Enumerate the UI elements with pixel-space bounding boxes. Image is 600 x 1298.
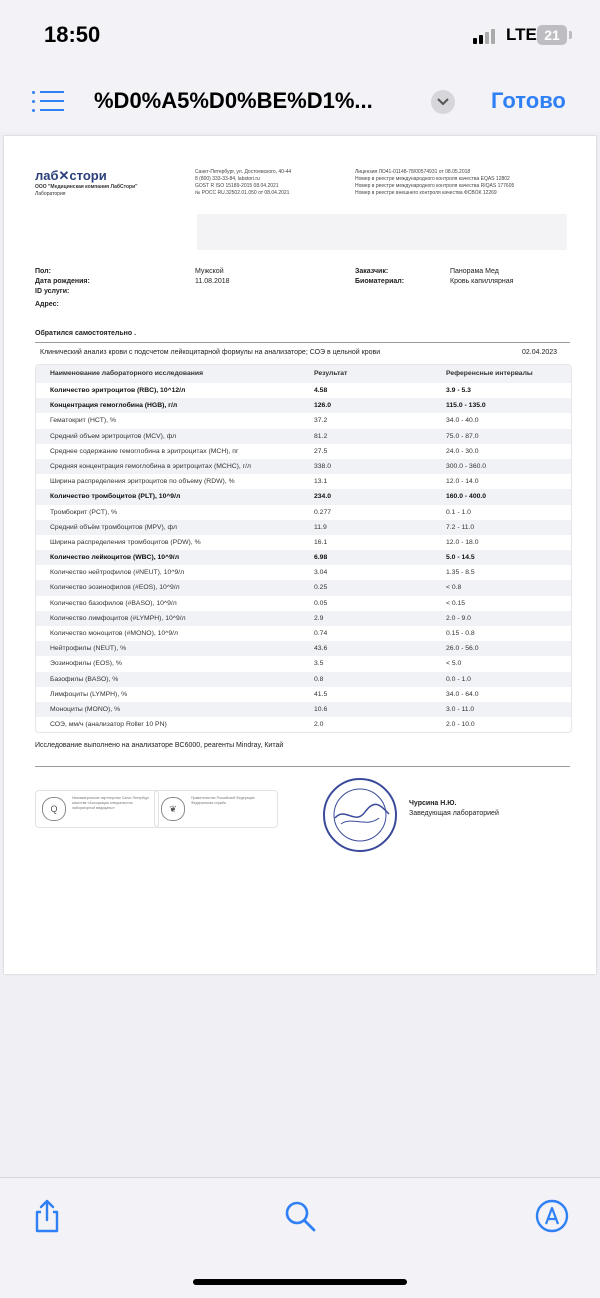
cell-name: Ширина распределения тромбоцитов (PDW), % <box>50 538 201 546</box>
table-row <box>36 580 571 595</box>
table-row <box>36 656 571 671</box>
chevron-down-icon[interactable] <box>431 90 455 114</box>
license-line: Номер в реестре внешнего контроля качества ФСВОК 12269 <box>355 190 497 196</box>
company-sub: Лаборатория <box>35 191 66 197</box>
bottom-toolbar <box>0 1177 600 1298</box>
cell-name: Концентрация гемоглобина (HGB), г/л <box>50 402 178 410</box>
cell-name: Количество базофилов (#BASO), 10^9/л <box>50 599 177 607</box>
cell-result: 43.6 <box>314 645 328 653</box>
sex-value: Мужской <box>195 268 224 275</box>
cell-ref: 0.1 - 1.0 <box>446 508 471 516</box>
cell-ref: 12.0 - 14.0 <box>446 478 479 486</box>
cell-name: Количество лимфоцитов (#LYMPH), 10^9/л <box>50 614 186 622</box>
cell-result: 0.74 <box>314 630 328 637</box>
cell-ref: 12.0 - 18.0 <box>446 538 479 546</box>
license-line: Номер в реестре международного контроля качества RIQAS 177605 <box>355 183 515 189</box>
table-row <box>36 596 571 611</box>
cell-result: 2.0 <box>314 721 324 729</box>
table-row <box>36 611 571 626</box>
address-label: Адрес: <box>35 301 59 308</box>
emblem-icon: ❦ <box>161 797 185 821</box>
cell-ref: 0.15 - 0.8 <box>446 630 475 637</box>
status-bar <box>0 0 600 70</box>
cell-result: 16.1 <box>314 538 328 546</box>
cell-name: Гематокрит (HCT), % <box>50 417 116 425</box>
cell-name: Количество эритроцитов (RBC), 10^12/л <box>50 387 186 394</box>
certificate-text: Некоммерческое партнерство Санкт-Петербург качества «Ассоциация специалистов лабораторной медицины» <box>72 796 150 810</box>
search-icon[interactable] <box>282 1198 318 1234</box>
cell-ref: 160.0 - 400.0 <box>446 493 487 501</box>
cell-result: 0.05 <box>314 599 328 607</box>
cell-name: Средний объем эритроцитов (MCV), фл <box>50 432 177 440</box>
status-time: 18:50 <box>44 22 101 47</box>
table-row <box>36 383 571 398</box>
cell-ref: 24.0 - 30.0 <box>446 447 479 455</box>
table-row <box>36 459 571 474</box>
table-row <box>36 520 571 535</box>
cell-name: Количество тромбоцитов (PLT), 10^9/л <box>50 493 181 501</box>
cell-ref: < 0.15 <box>446 599 466 607</box>
cell-result: 41.5 <box>314 690 328 698</box>
section-title: Обратился самостоятельно . <box>35 330 137 337</box>
analysis-date: 02.04.2023 <box>522 349 558 356</box>
cell-name: Базофилы (BASO), % <box>50 675 119 683</box>
cell-result: 234.0 <box>314 493 332 501</box>
divider <box>35 766 570 767</box>
table-row <box>36 672 571 687</box>
share-icon[interactable] <box>29 1198 65 1234</box>
header-result: Результат <box>314 370 348 377</box>
cell-ref: 7.2 - 11.0 <box>446 523 475 531</box>
cell-name: Количество нейтрофилов (#NEUT), 10^9/л <box>50 569 185 577</box>
table-row <box>36 444 571 459</box>
document-title: %D0%A5%D0%BE%D1%... <box>94 88 373 113</box>
table-row <box>36 687 571 702</box>
table-row <box>36 429 571 444</box>
table-row <box>36 413 571 428</box>
cell-name: Количество лейкоцитов (WBC), 10^9/л <box>50 554 180 562</box>
dob-value: 11.08.2018 <box>195 278 230 285</box>
biomaterial-value: Кровь капиллярная <box>450 278 514 285</box>
cell-ref: 300.0 - 360.0 <box>446 462 487 470</box>
list-icon[interactable] <box>32 88 64 114</box>
certificate-badge <box>154 790 278 828</box>
address-line: GOST R ISO 15189-2015 08.04.2021 <box>195 183 279 189</box>
table-row <box>36 474 571 489</box>
license-line: Номер в реестре международного контроля качества EQAS 12802 <box>355 176 510 182</box>
lab-logo: лаб✕стори <box>35 168 107 183</box>
cell-ref: 26.0 - 56.0 <box>446 645 479 653</box>
table-row <box>36 717 571 732</box>
cell-result: 0.25 <box>314 584 328 592</box>
dob-label: Дата рождения: <box>35 278 90 285</box>
stamp-icon <box>321 776 399 854</box>
analysis-title: Клинический анализ крови с подсчетом лейкоцитарной формулы на анализаторе; СОЭ в цельной крови <box>40 349 381 356</box>
cell-result: 81.2 <box>314 432 328 440</box>
home-indicator <box>193 1279 407 1285</box>
license-line: Лицензия ЛО41-01148-78/00574931 от 08.05.2018 <box>355 169 471 175</box>
cell-ref: 1.35 - 8.5 <box>446 569 475 577</box>
address-line: 8 (800) 333-33-84, labstori.ru <box>195 176 260 182</box>
header-ref: Референсные интервалы <box>446 370 533 377</box>
cell-ref: < 0.8 <box>446 584 462 592</box>
battery-tip <box>569 31 572 39</box>
table-row <box>36 505 571 520</box>
cell-name: Средняя концентрация гемоглобина в эритроцитах (MCHC), г/л <box>50 462 252 470</box>
cell-name: Эозинофилы (EOS), % <box>50 660 122 668</box>
divider <box>35 342 570 343</box>
cell-name: Нейтрофилы (NEUT), % <box>50 645 127 653</box>
cell-ref: < 5.0 <box>446 660 462 668</box>
cell-result: 126.0 <box>314 402 332 410</box>
cell-ref: 3.9 - 5.3 <box>446 387 471 394</box>
cell-result: 37.2 <box>314 417 328 425</box>
cell-ref: 5.0 - 14.5 <box>446 554 475 562</box>
cell-result: 0.8 <box>314 675 324 683</box>
nav-bar <box>0 70 600 132</box>
id-label: ID услуги: <box>35 288 70 295</box>
cell-name: Количество моноцитов (#MONO), 10^9/л <box>50 630 178 637</box>
cell-result: 3.04 <box>314 569 328 577</box>
signer-role: Заведующая лабораторией <box>409 810 499 817</box>
cell-name: Ширина распределения эритроцитов по объему (RDW), % <box>50 478 235 486</box>
address-block <box>195 169 345 197</box>
network-type: LTE <box>506 25 537 44</box>
cell-result: 4.58 <box>314 387 328 394</box>
customer-value: Панорама Мед <box>450 268 499 275</box>
cell-name: Среднее содержание гемоглобина в эритроцитах (MCH), пг <box>50 447 239 455</box>
table-row <box>36 535 571 550</box>
cell-result: 27.5 <box>314 447 328 455</box>
cell-name: Лимфоциты (LYMPH), % <box>50 690 128 698</box>
markup-icon[interactable] <box>534 1198 570 1234</box>
table-row <box>36 398 571 413</box>
table-header <box>36 365 571 383</box>
cell-result: 11.9 <box>314 523 327 531</box>
q-seal-icon: Q <box>42 797 66 821</box>
table-row <box>36 702 571 717</box>
company-name: ООО "Медицинская компания ЛабСтори" <box>35 184 138 190</box>
biomaterial-label: Биоматериал: <box>355 278 405 285</box>
cell-result: 10.6 <box>314 705 328 713</box>
cell-ref: 3.0 - 11.0 <box>446 705 475 713</box>
cell-result: 13.1 <box>314 478 328 486</box>
address-line: № РОСС RU.32502.01.050 от 08.04.2021 <box>195 190 290 196</box>
footnote: Исследование выполнено на анализаторе BC6000, реагенты Mindray, Китай <box>35 742 284 749</box>
cell-ref: 2.0 - 9.0 <box>446 614 471 622</box>
certificate-text: Правительство Российской Федерации Федеральная служба <box>191 796 255 805</box>
table-row <box>36 489 571 504</box>
cell-ref: 75.0 - 87.0 <box>446 432 479 440</box>
cell-ref: 34.0 - 40.0 <box>446 417 479 425</box>
document-page <box>4 136 596 974</box>
address-line: Санкт-Петербург, ул. Достоевского, 40-44 <box>195 169 292 175</box>
cell-name: Количество эозинофилов (#EOS), 10^9/л <box>50 584 180 592</box>
table-row <box>36 550 571 565</box>
certificate-badge <box>35 790 159 828</box>
sex-label: Пол: <box>35 268 51 275</box>
cell-result: 338.0 <box>314 462 332 470</box>
done-button[interactable]: Готово <box>491 88 566 113</box>
cell-ref: 2.0 - 10.0 <box>446 721 475 729</box>
signal-icon <box>473 28 499 44</box>
table-row <box>36 626 571 641</box>
table-row <box>36 565 571 580</box>
cell-result: 6.98 <box>314 554 328 562</box>
battery-icon: 21 <box>537 25 567 45</box>
cell-ref: 34.0 - 64.0 <box>446 690 479 698</box>
customer-label: Заказчик: <box>355 268 389 275</box>
cell-name: СОЭ, мм/ч (анализатор Roller 10 PN) <box>50 721 167 729</box>
cell-ref: 115.0 - 135.0 <box>446 402 486 410</box>
header-name: Наименование лабораторного исследования <box>50 370 204 377</box>
table-row <box>36 641 571 656</box>
redacted-area <box>197 214 567 250</box>
cell-ref: 0.0 - 1.0 <box>446 675 471 683</box>
cell-name: Средний объём тромбоцитов (MPV), фл <box>50 523 177 531</box>
cell-name: Тромбокрит (PCT), % <box>50 508 118 516</box>
license-block <box>355 169 575 197</box>
cell-result: 0.277 <box>314 508 332 516</box>
results-table <box>35 364 572 733</box>
cell-result: 3.5 <box>314 660 324 668</box>
cell-result: 2.9 <box>314 614 324 622</box>
cell-name: Моноциты (MONO), % <box>50 705 121 713</box>
company-info <box>35 184 175 198</box>
signer-name: Чурсина Н.Ю. <box>409 800 457 807</box>
